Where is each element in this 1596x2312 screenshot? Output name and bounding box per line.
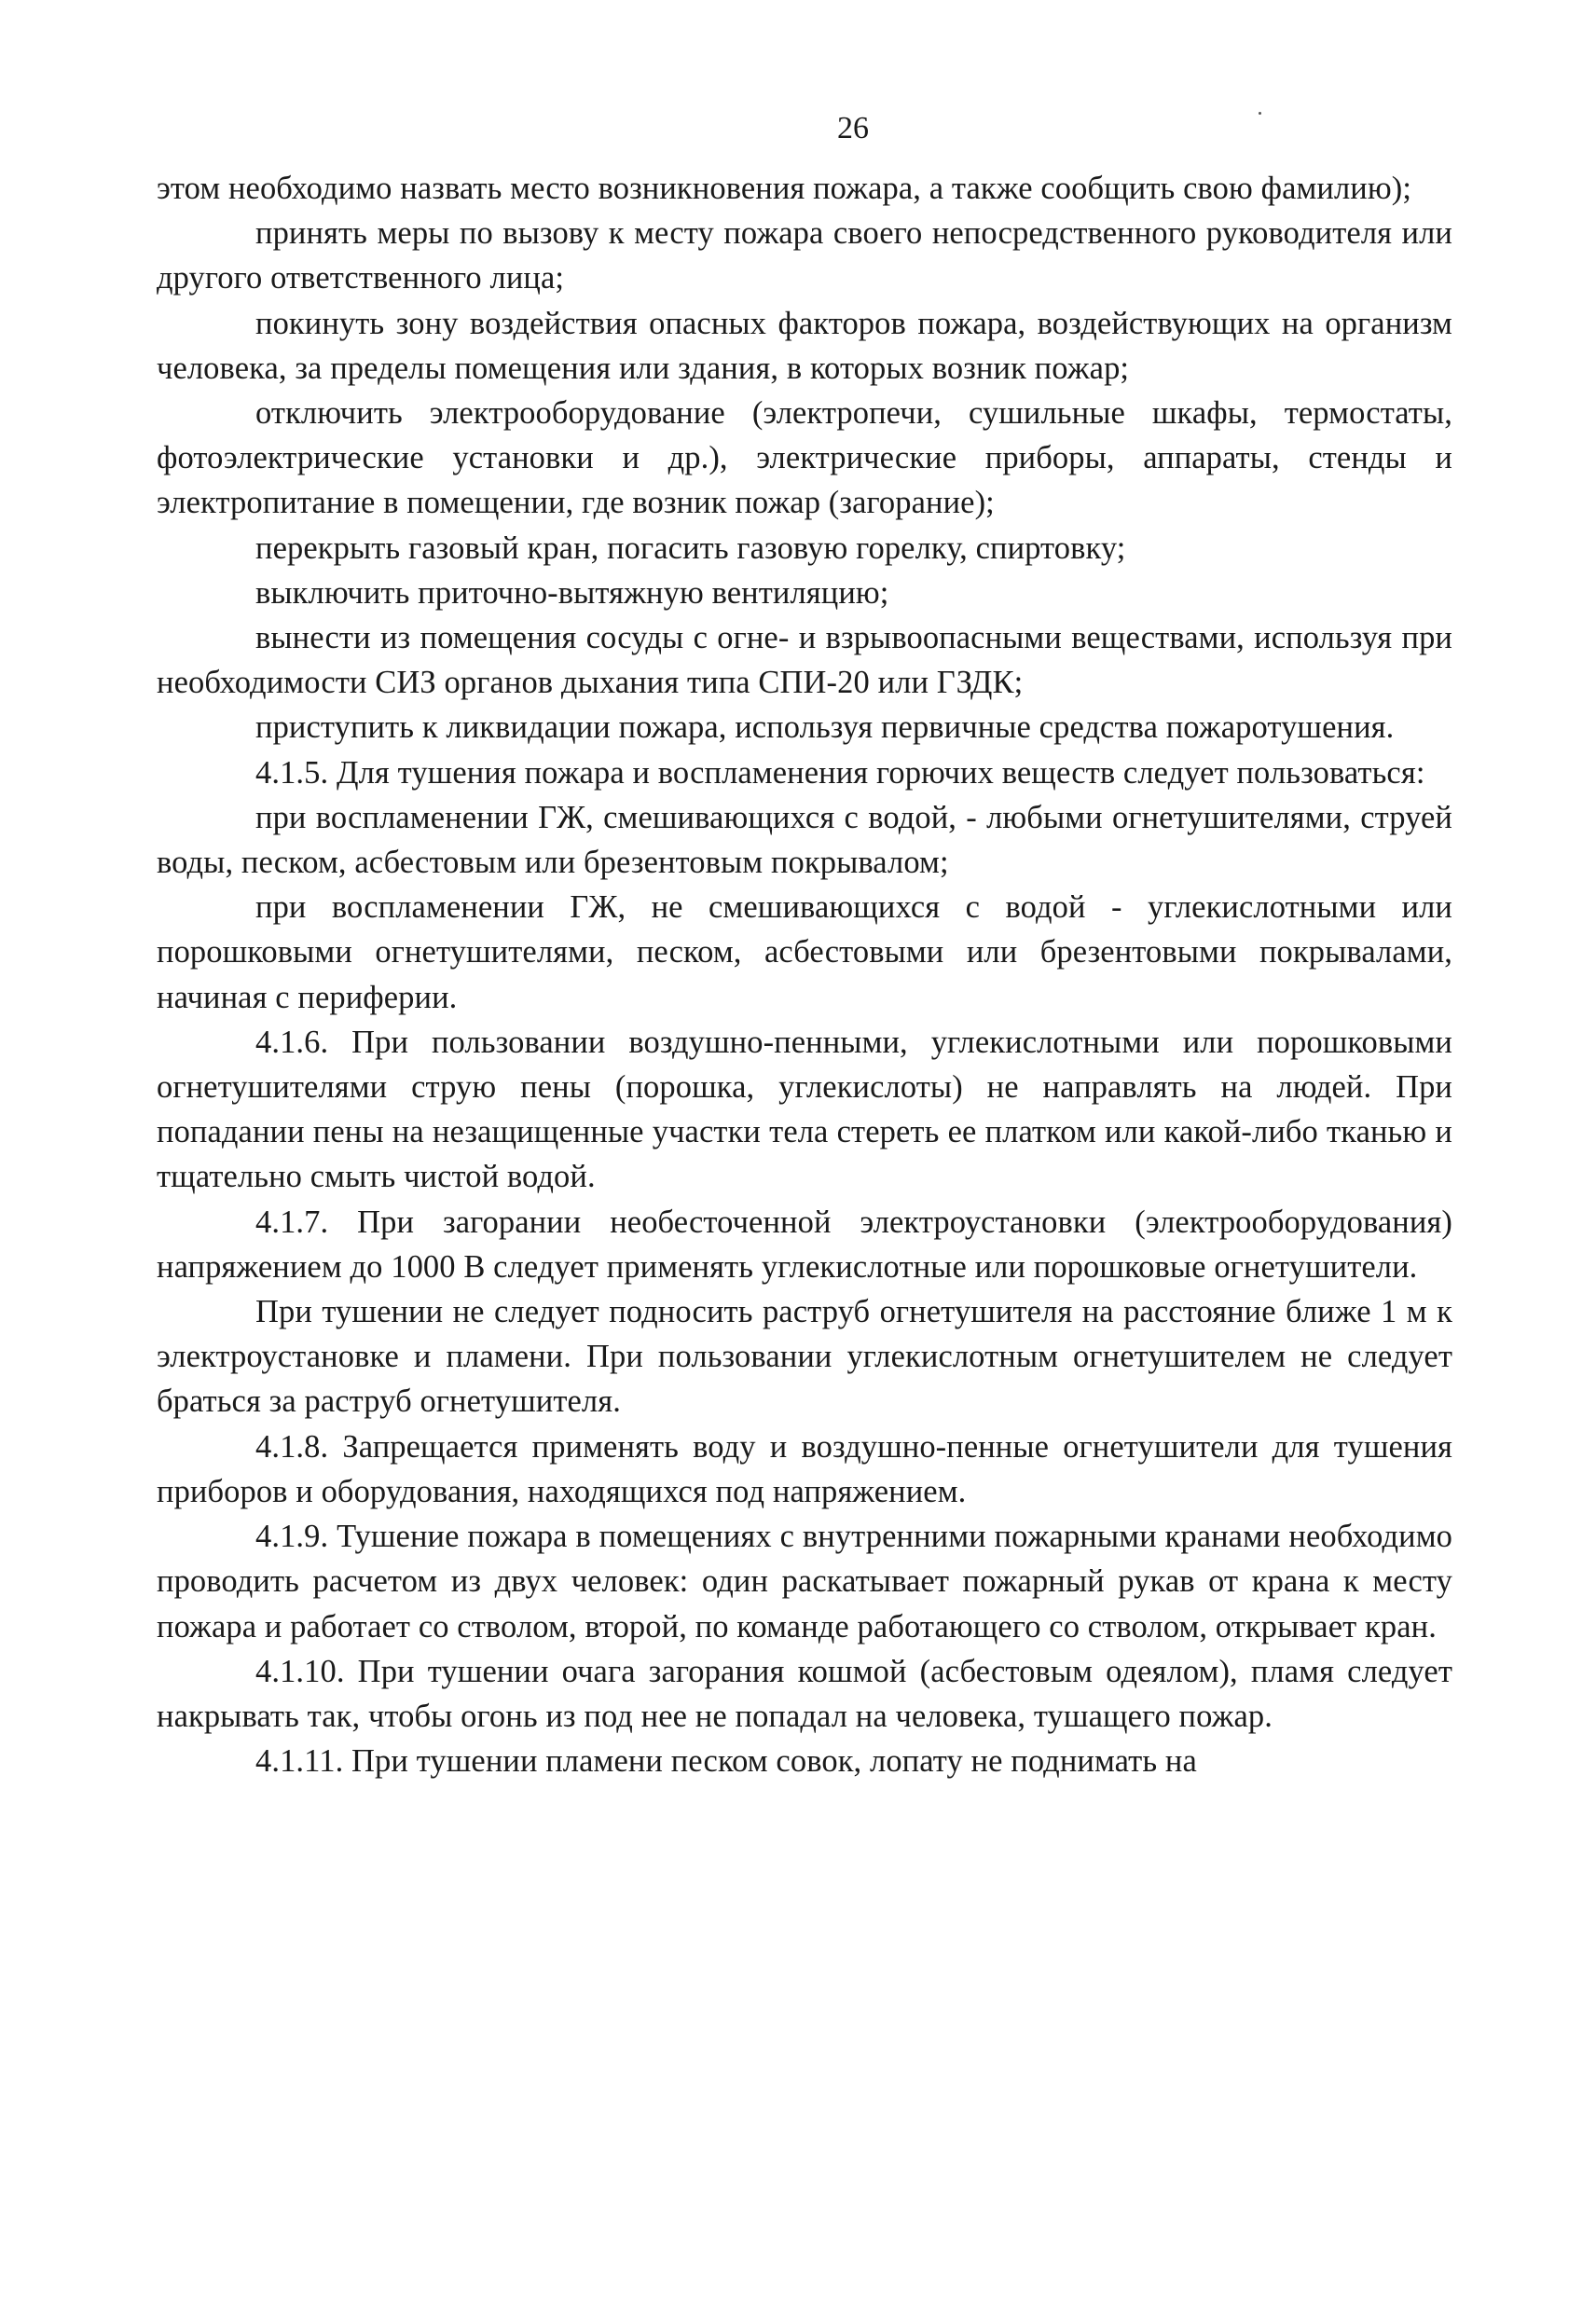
- paragraph-ventilation-off: выключить приточно-вытяжную вентиляцию;: [255, 574, 889, 611]
- paragraph-leave-danger-zone: покинуть зону воздействия опасных факторов пожара, воздействующих на организм человека, за пределы помещения или здания, в которых возник пожар;: [157, 305, 1452, 386]
- paragraph-4-1-10: 4.1.10. При тушении очага загорания кошмой (асбестовым одеялом), пламя следует накрывать так, чтобы огонь из под нее не попадал на человека, тушащего пожар.: [157, 1653, 1452, 1734]
- paragraph-continuation: этом необходимо назвать место возникновения пожара, а также сообщить свою фамилию);: [157, 171, 1411, 206]
- paragraph-disconnect-equipment: отключить электрооборудование (электропечи, сушильные шкафы, термостаты, фотоэлектрические установки и др.), электрические приборы, аппараты, стенды и электропитание в помещении, где возник пожар (загорание);: [157, 395, 1452, 521]
- paragraph-start-extinguishing: приступить к ликвидации пожара, используя первичные средства пожаротушения.: [255, 709, 1395, 746]
- page-number: 26: [837, 111, 869, 145]
- paragraph-4-1-6: 4.1.6. При пользовании воздушно-пенными, углекислотными или порошковыми огнетушителями струю пены (порошка, углекислоты) не направлять на людей. При попадании пены на незащищенные участки тела стереть ее платком или какой-либо тканью и тщательно смыть чистой водой.: [157, 1024, 1452, 1195]
- paragraph-miscible-liquids: при воспламенении ГЖ, смешивающихся с водой, - любыми огнетушителями, струей воды, песком, асбестовым или брезентовым покрывалом;: [157, 799, 1452, 881]
- document-body: [157, 166, 1452, 1783]
- paragraph-immiscible-liquids: при воспламенении ГЖ, не смешивающихся с водой - углекислотными или порошковыми огнетушителями, песком, асбестовыми или брезентовыми покрывалами, начиная с периферии.: [157, 889, 1452, 1015]
- scan-artifact: [1259, 112, 1261, 115]
- paragraph-4-1-11: 4.1.11. При тушении пламени песком совок, лопату не поднимать на: [255, 1743, 1197, 1780]
- paragraph-nozzle-distance: При тушении не следует подносить раструб огнетушителя на расстояние ближе 1 м к электроустановке и пламени. При пользовании углекислотным огнетушителем не следует браться за раструб огнетушителя.: [157, 1294, 1452, 1420]
- paragraph-4-1-5: 4.1.5. Для тушения пожара и воспламенения горючих веществ следует пользоваться:: [255, 754, 1425, 791]
- paragraph-4-1-9: 4.1.9. Тушение пожара в помещениях с внутренними пожарными кранами необходимо проводить расчетом из двух человек: один раскатывает пожарный рукав от крана к месту пожара и работает со стволом, второй, по команде работающего со стволом, открывает кран.: [157, 1519, 1452, 1645]
- paragraph-remove-vessels: вынести из помещения сосуды с огне- и взрывоопасными веществами, используя при необходимости СИЗ органов дыхания типа СПИ-20 или ГЗДК;: [157, 620, 1452, 701]
- paragraph-close-gas: перекрыть газовый кран, погасить газовую горелку, спиртовку;: [255, 530, 1126, 566]
- paragraph-4-1-8: 4.1.8. Запрещается применять воду и воздушно-пенные огнетушители для тушения приборов и оборудования, находящихся под напряжением.: [157, 1428, 1452, 1509]
- paragraph-call-supervisor: принять меры по вызову к месту пожара своего непосредственного руководителя или другого ответственного лица;: [157, 215, 1452, 296]
- paragraph-4-1-7: 4.1.7. При загорании необесточенной электроустановки (электрооборудования) напряжением до 1000 В следует применять углекислотные или порошковые огнетушители.: [157, 1204, 1452, 1285]
